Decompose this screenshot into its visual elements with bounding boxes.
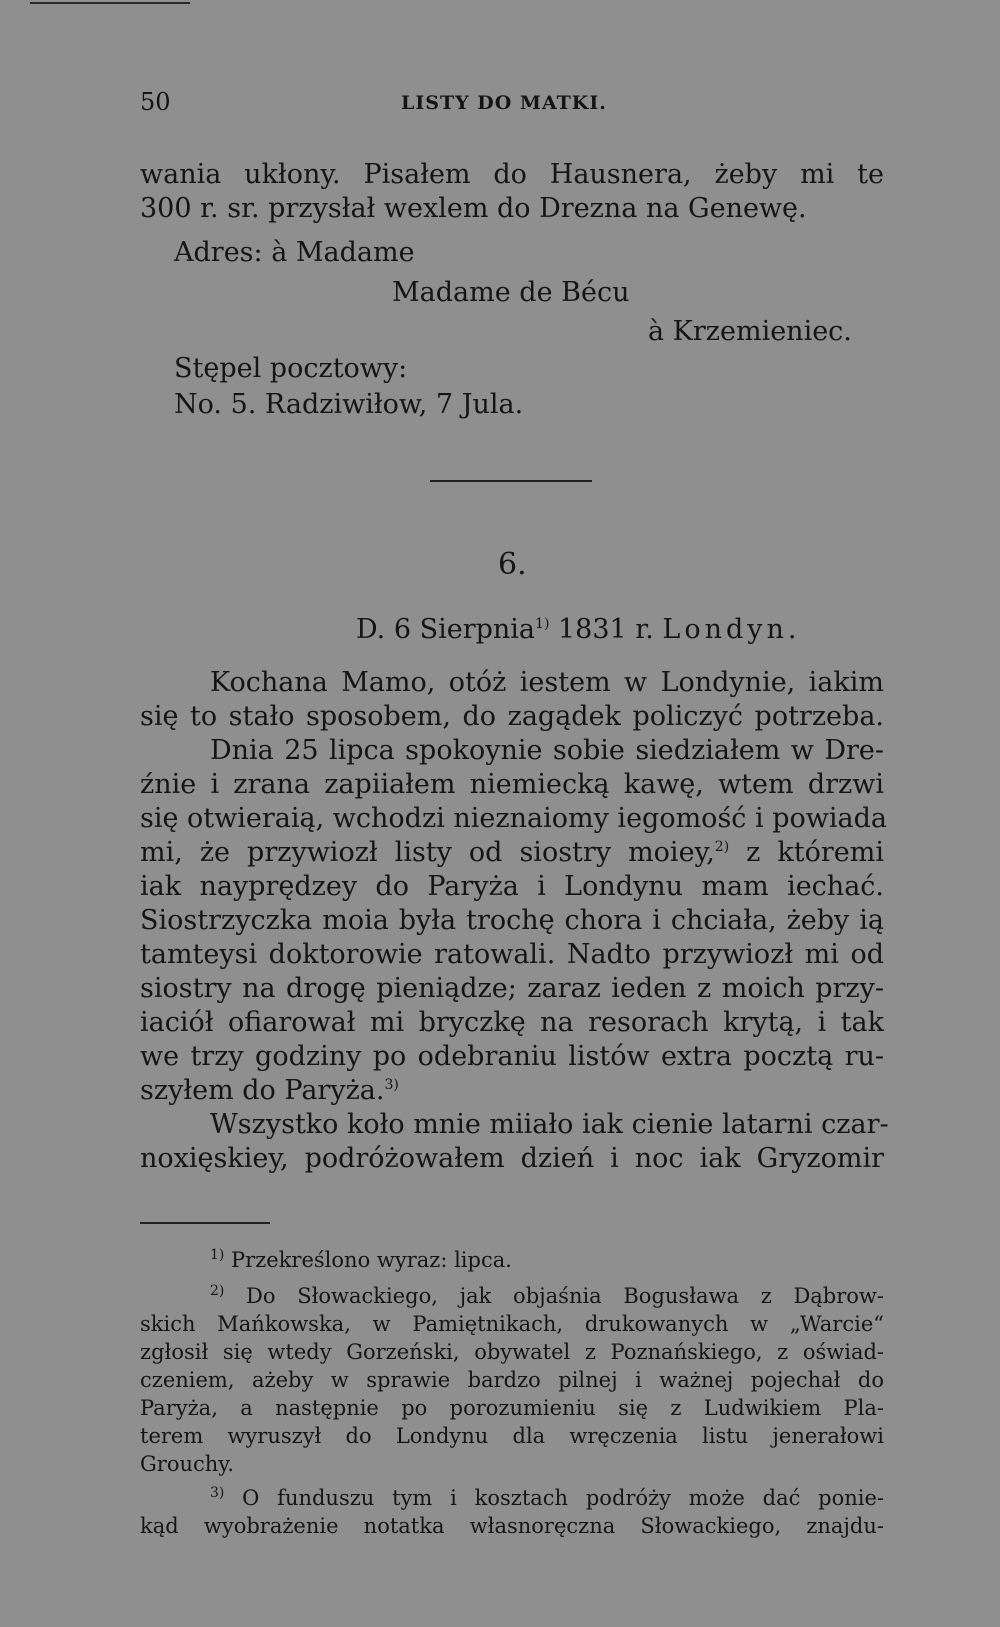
letter-number: 6.: [498, 547, 527, 582]
dateline-year: 1831 r.: [549, 614, 663, 645]
text-run: z któremi: [729, 837, 884, 868]
footnote-2: [210, 1282, 884, 1310]
footnote-line: skich Mańkowska, w Pamiętnikach, drukowanych w „Warcie“: [140, 1312, 884, 1336]
text-line: Dnia 25 lipca spokoynie sobie siedziałem w Dre-: [210, 735, 884, 766]
text-line: we trzy godziny po odebraniu listów extra pocztą ru-: [140, 1041, 884, 1072]
footnote-line: Grouchy.: [140, 1452, 235, 1476]
footnote-line: Paryża, a następnie po porozumieniu się z Ludwikiem Pla-: [140, 1396, 884, 1420]
text-run: mi, że przywiozł listy od siostry moiey,: [140, 837, 715, 868]
text-line: [140, 836, 884, 870]
address-city: à Krzemieniec.: [648, 316, 852, 347]
text-line: wania ukłony. Pisałem do Hausnera, żeby mi te: [140, 159, 884, 190]
text-line: iaciół ofiarował mi bryczkę na resorach krytą, i tak: [140, 1007, 884, 1038]
text-line: iak nayprędzey do Paryża i Londynu mam iechać.: [140, 871, 884, 902]
footnote-3: [210, 1484, 884, 1512]
footnote-text: Przekreślono wyraz: lipca.: [224, 1248, 512, 1272]
top-rule: [30, 2, 190, 4]
text-line: siostry na drogę pieniądze; zaraz ieden z moich przy-: [140, 973, 884, 1004]
stamp-value: No. 5. Radziwiłow, 7 Jula.: [174, 389, 524, 420]
text-line: Kochana Mamo, otóż iestem w Londynie, iakim: [210, 667, 884, 698]
footnote-ref: 1): [535, 616, 550, 632]
footnote-line: terem wyruszył do Londynu dla wręczenia listu jenerałowi: [140, 1424, 884, 1448]
footnote-text: O funduszu tym i kosztach podróży może dać ponie-: [224, 1486, 884, 1510]
text-line: Wszystko koło mnie miiało iak cienie latarni czar-: [210, 1109, 889, 1140]
text-line: 300 r. sr. przysłał wexlem do Drezna na Genewę.: [140, 193, 807, 224]
dateline-date: D. 6 Sierpnia: [356, 614, 536, 645]
text-line: Siostrzyczka moia była trochę chora i chciała, żeby ią: [140, 905, 884, 936]
address-label: Adres: à Madame: [174, 237, 415, 268]
dateline-place: Londyn.: [662, 614, 801, 645]
text-line: noxięskiey, podróżowałem dzień i noc iak Gryzomir: [140, 1143, 884, 1174]
section-separator: [430, 480, 592, 482]
running-head: LISTY DO MATKI.: [401, 92, 607, 114]
dateline: [356, 613, 801, 647]
footnote-line: kąd wyobrażenie notatka własnoręczna Słowackiego, znajdu-: [140, 1514, 884, 1538]
footnote-mark: 2): [210, 1283, 225, 1299]
page-number: 50: [140, 88, 171, 116]
footnote-rule: [140, 1222, 270, 1224]
footnote-line: zgłosił się wtedy Gorzeński, obywatel z Poznańskiego, z oświad-: [140, 1340, 884, 1364]
footnote-1: [210, 1246, 884, 1274]
footnote-line: czeniem, ażeby w sprawie bardzo pilnej i ważnej pojechał do: [140, 1368, 884, 1392]
footnote-text: Do Słowackiego, jak objaśnia Bogusława z Dąbrow-: [224, 1284, 884, 1308]
text-line: [140, 1074, 399, 1108]
text-line: tamteysi doktorowie ratowali. Nadto przywiozł mi od: [140, 939, 884, 970]
text-line: się otwieraią, wchodzi nieznaiomy iegomość i powiada: [140, 803, 887, 834]
text-line: źnie i zrana zapiiałem niemiecką kawę, wtem drzwi: [140, 769, 884, 800]
footnote-mark: 3): [210, 1485, 225, 1501]
address-name: Madame de Bécu: [392, 277, 630, 308]
text-line: się to stało sposobem, do zagądek policzyć potrzeba.: [140, 701, 884, 732]
footnote-ref: 3): [384, 1077, 399, 1093]
footnote-mark: 1): [210, 1247, 225, 1263]
stamp-label: Stępel pocztowy:: [174, 353, 408, 384]
text-run: szyłem do Paryża.: [140, 1075, 385, 1106]
footnote-ref: 2): [714, 839, 730, 855]
